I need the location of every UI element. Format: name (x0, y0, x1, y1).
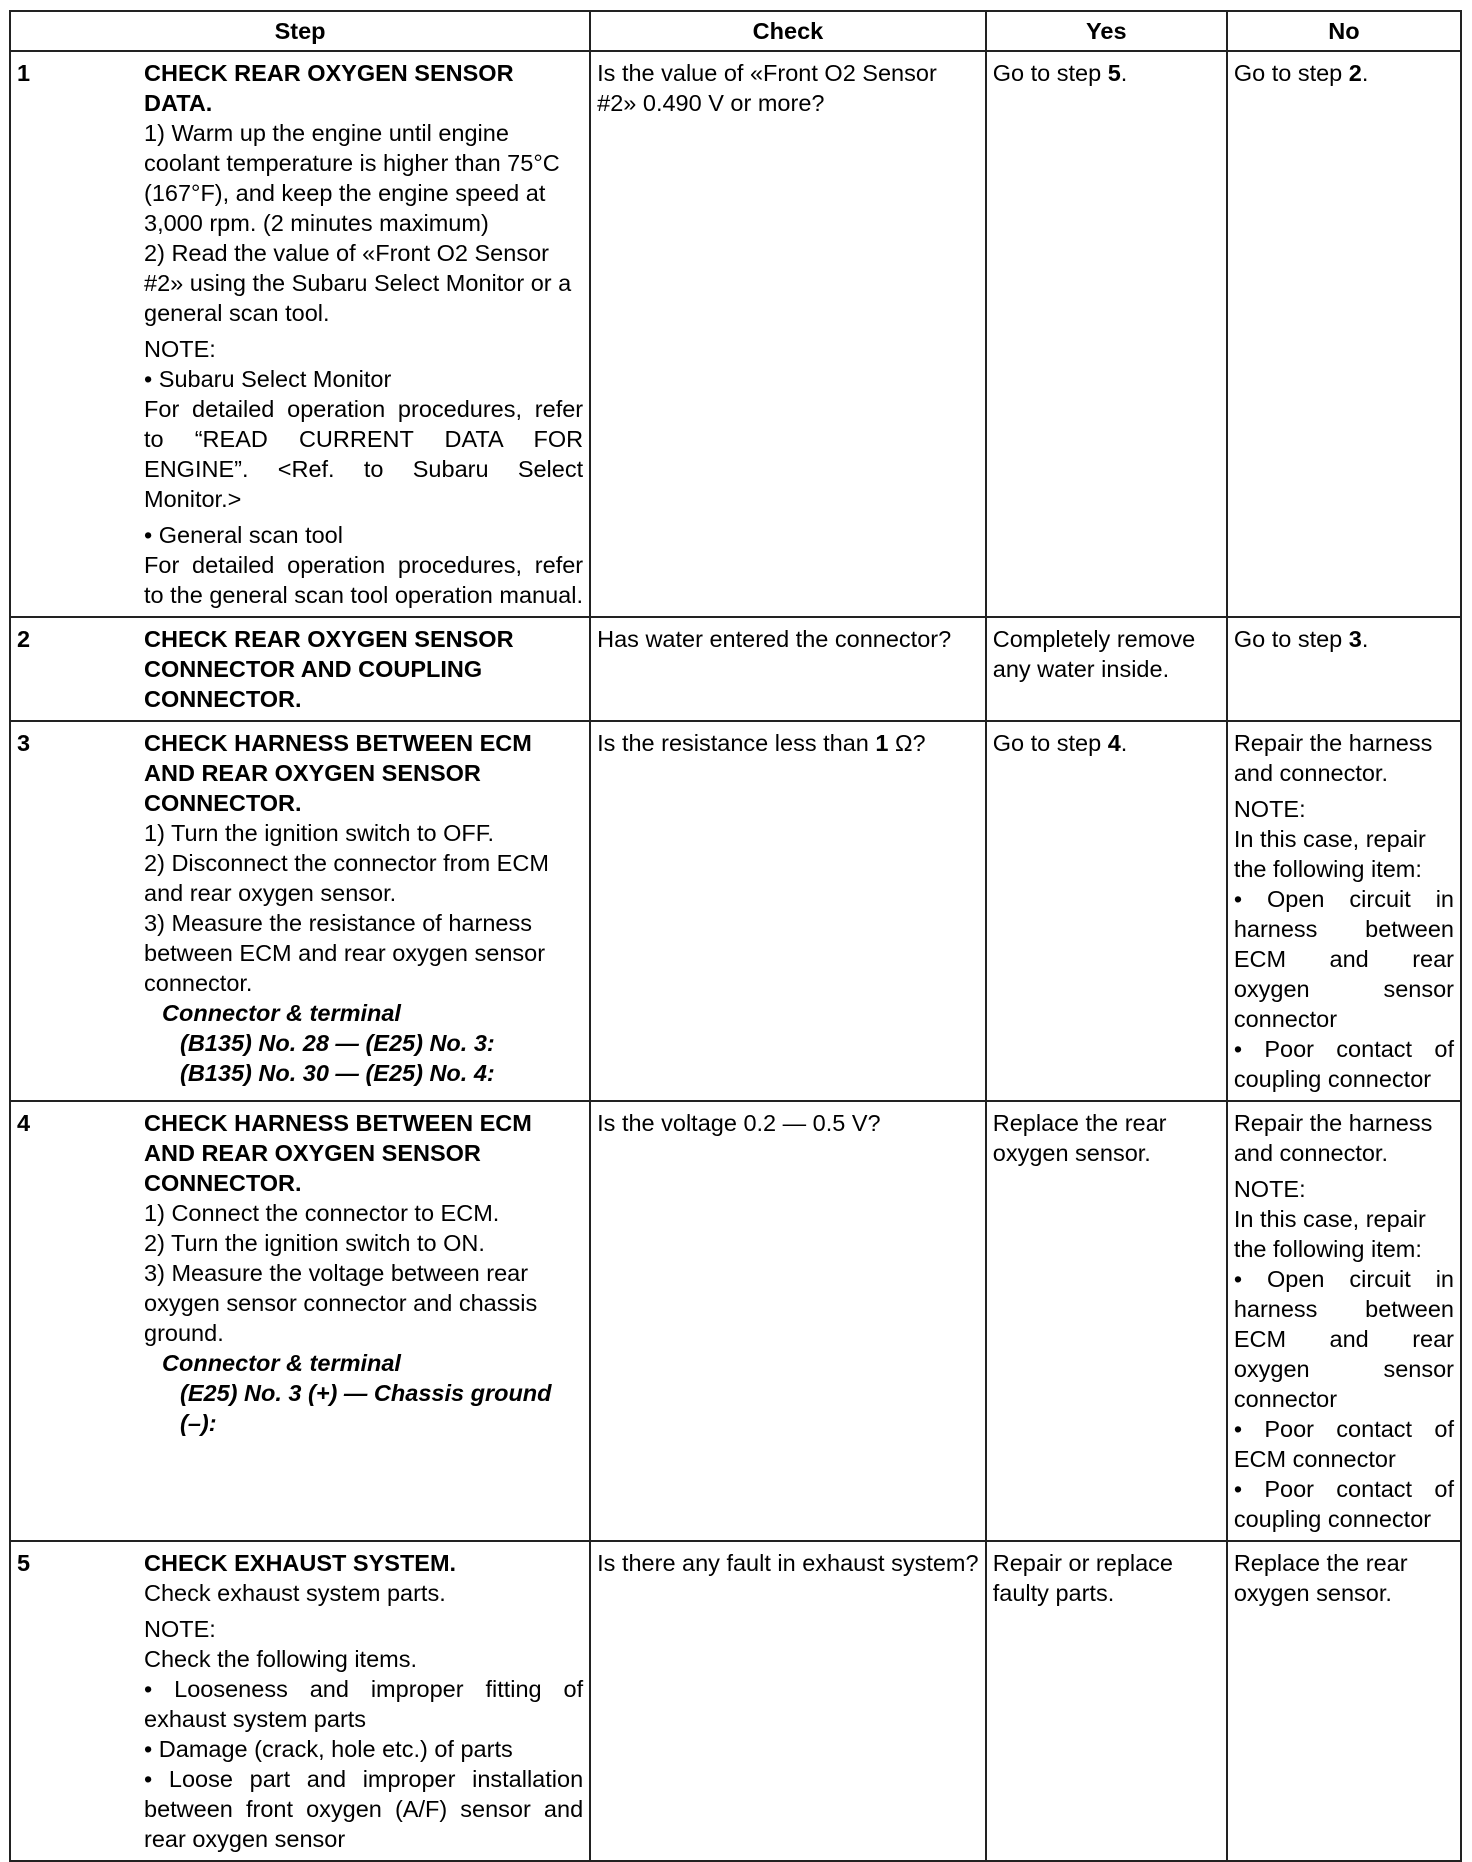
connector-label: Connector & terminal (162, 1000, 401, 1026)
step-text: 1) Warm up the engine until engine coolant temperature is higher than 75°C (167°F), and keep the engine speed at 3,000 rpm. (2 minutes maximum) (144, 120, 560, 236)
no-cell (1227, 1101, 1461, 1541)
header-check: Check (590, 11, 986, 51)
no-text: In this case, repair the following item: (1233, 1206, 1426, 1262)
no-cell: Go to step 2. (1227, 51, 1461, 617)
note-label: NOTE: (1233, 1176, 1306, 1202)
no-text: • Poor contact of coupling connector (1233, 1476, 1454, 1532)
header-step: Step (10, 11, 590, 51)
step-text: Check the following items. (144, 1646, 417, 1672)
check-cell: Is the resistance less than 1 Ω? (590, 721, 986, 1101)
step-content (138, 617, 590, 721)
diagnostic-table (9, 10, 1462, 1862)
step-number: 2 (10, 617, 138, 721)
note-label: NOTE: (144, 336, 216, 362)
step-text: • Loose part and improper installation between front oxygen (A/F) sensor and rear oxygen sensor (144, 1766, 584, 1852)
no-cell: Go to step 3. (1227, 617, 1461, 721)
step-title: CHECK HARNESS BETWEEN ECM AND REAR OXYGEN SENSOR CONNECTOR. (144, 730, 532, 816)
step-text: 2) Read the value of «Front O2 Sensor #2» using the Subaru Select Monitor or a general scan tool. (144, 240, 572, 326)
header-row (10, 11, 1461, 51)
no-text: • Open circuit in harness between ECM and rear oxygen sensor connector (1233, 1266, 1454, 1412)
check-cell: Is the voltage 0.2 — 0.5 V? (590, 1101, 986, 1541)
step-text: 3) Measure the resistance of harness between ECM and rear oxygen sensor connector. (144, 910, 546, 996)
table-row (10, 617, 1461, 721)
connector-terminal: (B135) No. 30 — (E25) No. 4: (180, 1060, 495, 1086)
no-text: • Poor contact of coupling connector (1233, 1036, 1454, 1092)
check-cell: Has water entered the connector? (590, 617, 986, 721)
step-title: CHECK REAR OXYGEN SENSOR DATA. (144, 60, 514, 116)
step-text: For detailed operation procedures, refer to “READ CURRENT DATA FOR ENGINE”. <Ref. to Subaru Select Monitor.> (144, 396, 584, 512)
step-text: 2) Turn the ignition switch to ON. (144, 1230, 485, 1256)
step-title: CHECK REAR OXYGEN SENSOR CONNECTOR AND COUPLING CONNECTOR. (144, 626, 514, 712)
header-yes: Yes (986, 11, 1227, 51)
check-cell: Is the value of «Front O2 Sensor #2» 0.490 V or more? (590, 51, 986, 617)
yes-cell: Repair or replace faulty parts. (986, 1541, 1227, 1861)
yes-cell: Go to step 5. (986, 51, 1227, 617)
no-text: Repair the harness and connector. (1233, 730, 1433, 786)
step-content (138, 1101, 590, 1541)
step-ref: 4 (1107, 730, 1121, 756)
step-ref: 2 (1348, 60, 1362, 86)
header-no: No (1227, 11, 1461, 51)
check-cell: Is there any fault in exhaust system? (590, 1541, 986, 1861)
step-text: 3) Measure the voltage between rear oxygen sensor connector and chassis ground. (144, 1260, 538, 1346)
step-text: 1) Turn the ignition switch to OFF. (144, 820, 495, 846)
step-number: 4 (10, 1101, 138, 1541)
step-text: • Damage (crack, hole etc.) of parts (144, 1736, 513, 1762)
no-text: Repair the harness and connector. (1233, 1110, 1433, 1166)
step-number: 5 (10, 1541, 138, 1861)
step-text: For detailed operation procedures, refer to the general scan tool operation manual. (144, 552, 584, 608)
step-text: • Subaru Select Monitor (144, 366, 392, 392)
table-row (10, 51, 1461, 617)
resistance-value: 1 (875, 730, 889, 756)
table-row (10, 721, 1461, 1101)
no-text: In this case, repair the following item: (1233, 826, 1426, 882)
step-title: CHECK EXHAUST SYSTEM. (144, 1550, 457, 1576)
step-text: 1) Connect the connector to ECM. (144, 1200, 500, 1226)
step-text: 2) Disconnect the connector from ECM and rear oxygen sensor. (144, 850, 549, 906)
connector-terminal: (E25) No. 3 (+) — Chassis ground (–): (180, 1380, 552, 1436)
note-label: NOTE: (1233, 796, 1306, 822)
no-cell (1227, 721, 1461, 1101)
no-text: • Poor contact of ECM connector (1233, 1416, 1454, 1472)
step-title: CHECK HARNESS BETWEEN ECM AND REAR OXYGEN SENSOR CONNECTOR. (144, 1110, 532, 1196)
table-row (10, 1101, 1461, 1541)
no-cell: Replace the rear oxygen sensor. (1227, 1541, 1461, 1861)
note-label: NOTE: (144, 1616, 216, 1642)
step-number: 3 (10, 721, 138, 1101)
step-text: Check exhaust system parts. (144, 1580, 446, 1606)
step-content (138, 51, 590, 617)
step-ref: 3 (1348, 626, 1362, 652)
step-text: • General scan tool (144, 522, 343, 548)
connector-terminal: (B135) No. 28 — (E25) No. 3: (180, 1030, 495, 1056)
yes-cell: Completely remove any water inside. (986, 617, 1227, 721)
connector-label: Connector & terminal (162, 1350, 401, 1376)
step-content (138, 1541, 590, 1861)
no-text: • Open circuit in harness between ECM and rear oxygen sensor connector (1233, 886, 1454, 1032)
step-ref: 5 (1107, 60, 1121, 86)
step-text: • Looseness and improper fitting of exhaust system parts (144, 1676, 584, 1732)
table-row (10, 1541, 1461, 1861)
step-content (138, 721, 590, 1101)
step-number: 1 (10, 51, 138, 617)
yes-cell: Go to step 4. (986, 721, 1227, 1101)
yes-cell: Replace the rear oxygen sensor. (986, 1101, 1227, 1541)
